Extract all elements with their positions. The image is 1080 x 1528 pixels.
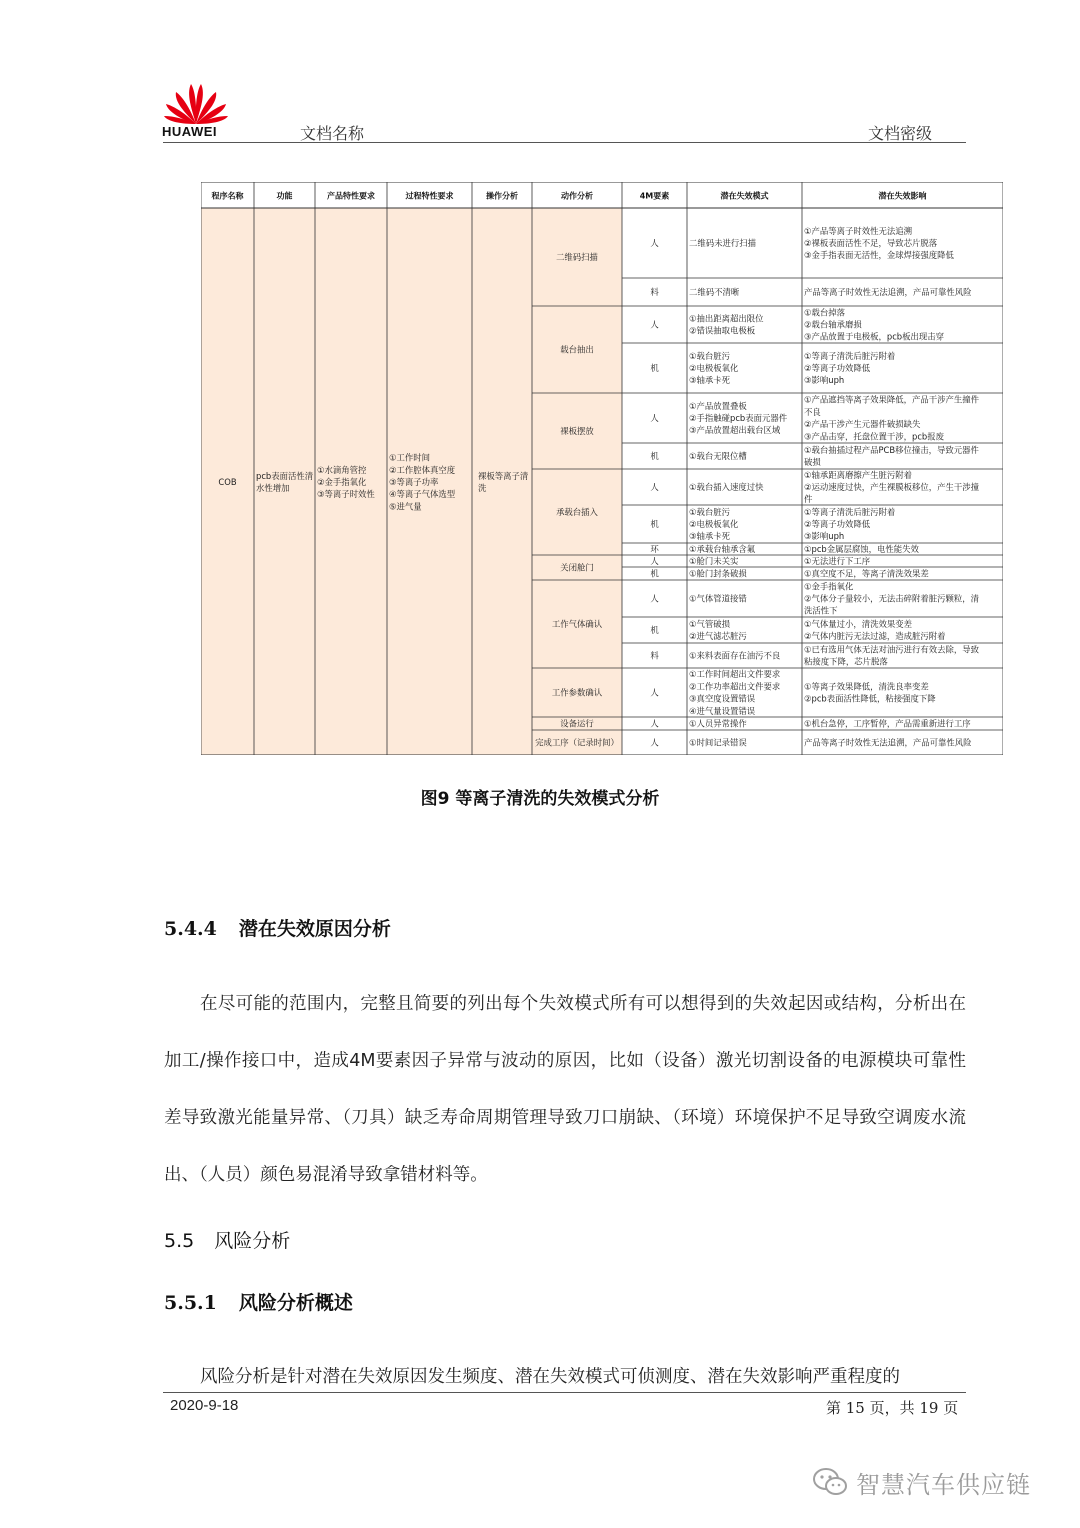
failure-mode-cell: ①承载台轴承含氟 xyxy=(689,544,756,554)
action-cell: 裸板摆放 xyxy=(560,426,594,436)
paragraph-failure-causes: 在尽可能的范围内，完整且简要的列出每个失效模式所有可以想得到的失效起因或结构，分析出在加工/操作接口中，造成4M要素因子异常与波动的原因，比如（设备）激光切割设备的电源模块可靠性差导致激光能量异常、（刀具）缺乏寿命周期管理导致刀口崩缺、（环境）环境保护不足导致空调废水流出、（人员）颜色易混淆导致拿错材料等。 xyxy=(164,994,966,1185)
failure-mode-cell: ①气体管道接错 xyxy=(689,593,747,604)
failure-mode-cell: ④进气量设置错误 xyxy=(689,705,756,716)
function-cell: pcb表面活性清 xyxy=(256,470,314,481)
factor-4m-cell: 环 xyxy=(650,544,659,554)
failure-effect-cell: ①等离子清洗后脏污附着 xyxy=(804,350,896,361)
section-number: 5.5 xyxy=(164,1230,195,1252)
failure-mode-cell: ①载台插入速度过快 xyxy=(689,482,764,492)
factor-4m-cell: 机 xyxy=(650,363,659,373)
failure-mode-cell: ①舱门未关实 xyxy=(689,556,739,566)
failure-mode-cell: ①工作时间超出文件要求 xyxy=(689,669,781,680)
failure-effect-cell: ①气体量过小，清洗效果变差 xyxy=(804,618,913,629)
failure-mode-cell: ①气管破损 xyxy=(689,618,731,629)
failure-effect-cell: 产品等离子时效性无法追溯，产品可靠性风险 xyxy=(804,287,972,297)
factor-4m-cell: 人 xyxy=(650,556,659,566)
action-cell: 工作气体确认 xyxy=(551,619,603,629)
table-header-cell: 4M要素 xyxy=(639,191,670,201)
failure-effect-cell: 件 xyxy=(804,494,813,505)
table-header-cell: 操作分析 xyxy=(486,191,518,201)
section-heading-5-5-1 xyxy=(164,1288,353,1315)
failure-effect-cell: ①已有选用气体无法对油污进行有效去除，导致 xyxy=(804,644,980,655)
table-header-cell: 功能 xyxy=(276,191,293,201)
failure-mode-cell: ③产品放置超出载台区域 xyxy=(689,425,781,436)
factor-4m-cell: 人 xyxy=(650,687,659,698)
document-name: 文档名称 xyxy=(300,124,365,143)
failure-effect-cell: ②产品干涉产生元器件破损缺失 xyxy=(804,419,921,430)
failure-mode-cell: ①来料表面存在油污不良 xyxy=(689,650,781,661)
failure-effect-cell: ②气体分子量较小，无法击碎附着脏污颗粒，清 xyxy=(804,593,980,604)
fmea-table xyxy=(201,182,1003,755)
program-name-cell: COB xyxy=(218,477,237,487)
failure-effect-cell: 粘接度下降，芯片脱落 xyxy=(804,656,888,667)
factor-4m-cell: 人 xyxy=(650,718,659,729)
table-header-cell: 程序名称 xyxy=(211,191,244,201)
product-requirement-cell: ②金手指氧化 xyxy=(317,477,367,487)
failure-mode-cell: ②电极板氧化 xyxy=(689,363,739,373)
failure-mode-cell: ②错误抽取电极板 xyxy=(689,325,756,336)
factor-4m-cell: 料 xyxy=(650,650,659,661)
action-cell: 完成工序（记录时间） xyxy=(535,737,619,748)
merged-columns-bg xyxy=(201,208,532,755)
failure-effect-cell: ②等离子功效降低 xyxy=(804,363,871,373)
failure-mode-cell: ②工作功率超出文件要求 xyxy=(689,681,781,692)
table-header-cell: 过程特性要求 xyxy=(405,191,454,201)
factor-4m-cell: 料 xyxy=(650,287,659,297)
wechat-icon xyxy=(812,1466,848,1498)
failure-effect-cell: ①产品遮挡等离子效果降低，产品干涉产生撞件 xyxy=(804,394,980,405)
process-requirement-cell: ⑤进气量 xyxy=(389,501,422,512)
section-number: 5.4.4 xyxy=(164,918,217,940)
failure-effect-cell: ①产品等离子时效性无法追溯 xyxy=(804,225,913,236)
failure-mode-cell: ③轴承卡死 xyxy=(689,375,731,386)
failure-effect-cell: ①等离子清洗后脏污附着 xyxy=(804,506,896,517)
table-header-cell: 潜在失效模式 xyxy=(720,191,769,201)
figure-caption: 图9 等离子清洗的失效模式分析 xyxy=(420,789,660,809)
failure-effect-cell: ②等离子功效降低 xyxy=(804,519,871,529)
factor-4m-cell: 人 xyxy=(650,413,659,423)
factor-4m-cell: 机 xyxy=(650,625,659,635)
watermark-text: 智慧汽车供应链 xyxy=(856,1470,1031,1499)
failure-mode-cell: ①舱门封条破损 xyxy=(689,568,747,579)
action-cell: 工作参数确认 xyxy=(551,687,603,698)
function-cell: 水性增加 xyxy=(256,483,290,494)
section-title: 潜在失效原因分析 xyxy=(238,918,391,940)
factor-4m-cell: 人 xyxy=(650,319,659,330)
failure-effect-cell: ①轴承距离磨擦产生脏污附着 xyxy=(804,469,913,480)
footer-date: 2020-9-18 xyxy=(170,1397,239,1414)
failure-mode-cell: ①抽出距离超出限位 xyxy=(689,313,764,324)
table-header-cell: 动作分析 xyxy=(561,191,593,201)
failure-effect-cell: ③金手指表面无活性，金球焊接强度降低 xyxy=(804,250,954,261)
failure-effect-cell: ①无法进行下工序 xyxy=(804,556,871,566)
failure-mode-cell: ③真空度设置错误 xyxy=(689,693,756,704)
failure-effect-cell: ③影响uph xyxy=(804,375,845,386)
failure-effect-cell: ③产品放置于电极板，pcb板出现击穿 xyxy=(804,331,944,342)
section-heading-5-5 xyxy=(164,1226,290,1253)
failure-mode-cell: 二维码未进行扫描 xyxy=(689,238,756,248)
failure-mode-cell: ①载台脏污 xyxy=(689,506,731,517)
operation-cell: 洗 xyxy=(478,483,487,494)
factor-4m-cell: 人 xyxy=(650,482,659,492)
action-cell: 设备运行 xyxy=(560,718,594,729)
failure-effect-cell: 洗活性下 xyxy=(804,605,838,616)
action-cell: 关闭舱门 xyxy=(560,562,594,573)
section-title: 风险分析概述 xyxy=(238,1292,353,1314)
process-requirement-cell: ①工作时间 xyxy=(389,452,431,463)
factor-4m-cell: 机 xyxy=(650,519,659,529)
process-requirement-cell: ③等离子功率 xyxy=(389,477,439,487)
failure-effect-cell: ②气体内脏污无法过滤，造成脏污附着 xyxy=(804,631,946,642)
wechat-watermark xyxy=(812,1462,1031,1502)
paragraph-risk-analysis: 风险分析是针对潜在失效原因发生频度、潜在失效模式可侦测度、潜在失效影响严重程度的 xyxy=(200,1367,900,1387)
factor-4m-cell: 机 xyxy=(650,451,659,461)
footer-rule xyxy=(163,1392,966,1393)
failure-mode-cell: ②电极板氧化 xyxy=(689,519,739,529)
failure-effect-cell: ①金手指氧化 xyxy=(804,581,854,592)
failure-mode-cell: ①人员异常操作 xyxy=(689,718,747,729)
action-cell: 二维码扫描 xyxy=(556,252,598,262)
factor-4m-cell: 人 xyxy=(650,238,659,248)
failure-effect-cell: ②载台轴承磨损 xyxy=(804,319,862,330)
footer-page-number: 第 15 页，共 19 页 xyxy=(826,1399,959,1417)
product-requirement-cell: ③等离子时效性 xyxy=(317,489,375,500)
factor-4m-cell: 人 xyxy=(650,593,659,604)
header-rule xyxy=(163,142,966,143)
table-header-cell: 产品特性要求 xyxy=(327,191,375,201)
failure-effect-cell: ①等离子效果降低，清洗良率变差 xyxy=(804,681,929,692)
product-requirement-cell: ①水滴角管控 xyxy=(317,464,367,475)
failure-effect-cell: ③产品击穿，托盘位置干涉，pcb报废 xyxy=(804,431,944,442)
failure-effect-cell: ②运动速度过快，产生裸膜板移位，产生干涉撞 xyxy=(804,482,980,492)
failure-effect-cell: ①真空度不足，等离子清洗效果差 xyxy=(804,568,929,579)
failure-mode-cell: ②手指触碰pcb表面元器件 xyxy=(689,413,788,423)
failure-mode-cell: ③轴承卡死 xyxy=(689,531,731,542)
failure-effect-cell: ③影响uph xyxy=(804,531,845,542)
failure-effect-cell: ②pcb表面活性降低，粘接强度下降 xyxy=(804,693,936,704)
document-classification: 文档密级 xyxy=(868,124,933,143)
failure-effect-cell: 不良 xyxy=(804,406,821,417)
failure-effect-cell: ①机台急停，工序暂停，产品需重新进行工序 xyxy=(804,718,971,729)
failure-effect-cell: 产品等离子时效性无法追溯，产品可靠性风险 xyxy=(804,737,972,748)
logo-text: HUAWEI xyxy=(162,124,217,139)
failure-mode-cell: ①产品放置叠板 xyxy=(689,400,747,411)
action-cell: 承载台插入 xyxy=(556,507,598,517)
failure-mode-cell: ②进气滤芯脏污 xyxy=(689,631,747,642)
section-number: 5.5.1 xyxy=(164,1292,217,1314)
failure-effect-cell: 破损 xyxy=(804,457,821,468)
failure-mode-cell: ①载台无限位槽 xyxy=(689,451,747,461)
failure-mode-cell: 二维码不清晰 xyxy=(689,287,740,297)
failure-effect-cell: ②裸板表面活性不足，导致芯片脱落 xyxy=(804,238,938,248)
process-requirement-cell: ②工作腔体真空度 xyxy=(389,464,456,475)
action-cell: 载台抽出 xyxy=(560,344,594,355)
failure-effect-cell: ①载台抽插过程产品PCB移位撞击，导致元器件 xyxy=(804,444,979,455)
failure-mode-cell: ①载台脏污 xyxy=(689,350,731,361)
process-requirement-cell: ④等离子气体选型 xyxy=(389,489,456,500)
failure-effect-cell: ①pcb金属层腐蚀，电性能失效 xyxy=(804,544,919,554)
failure-effect-cell: ①载台掉落 xyxy=(804,307,846,318)
table-header-cell: 潜在失效影响 xyxy=(878,191,927,201)
factor-4m-cell: 人 xyxy=(650,737,659,748)
factor-4m-cell: 机 xyxy=(650,568,659,579)
section-title: 风险分析 xyxy=(214,1230,291,1252)
section-heading-5-4-4 xyxy=(164,914,391,941)
operation-cell: 裸板等离子清 xyxy=(478,470,529,481)
failure-mode-cell: ①时间记录错误 xyxy=(689,737,747,748)
